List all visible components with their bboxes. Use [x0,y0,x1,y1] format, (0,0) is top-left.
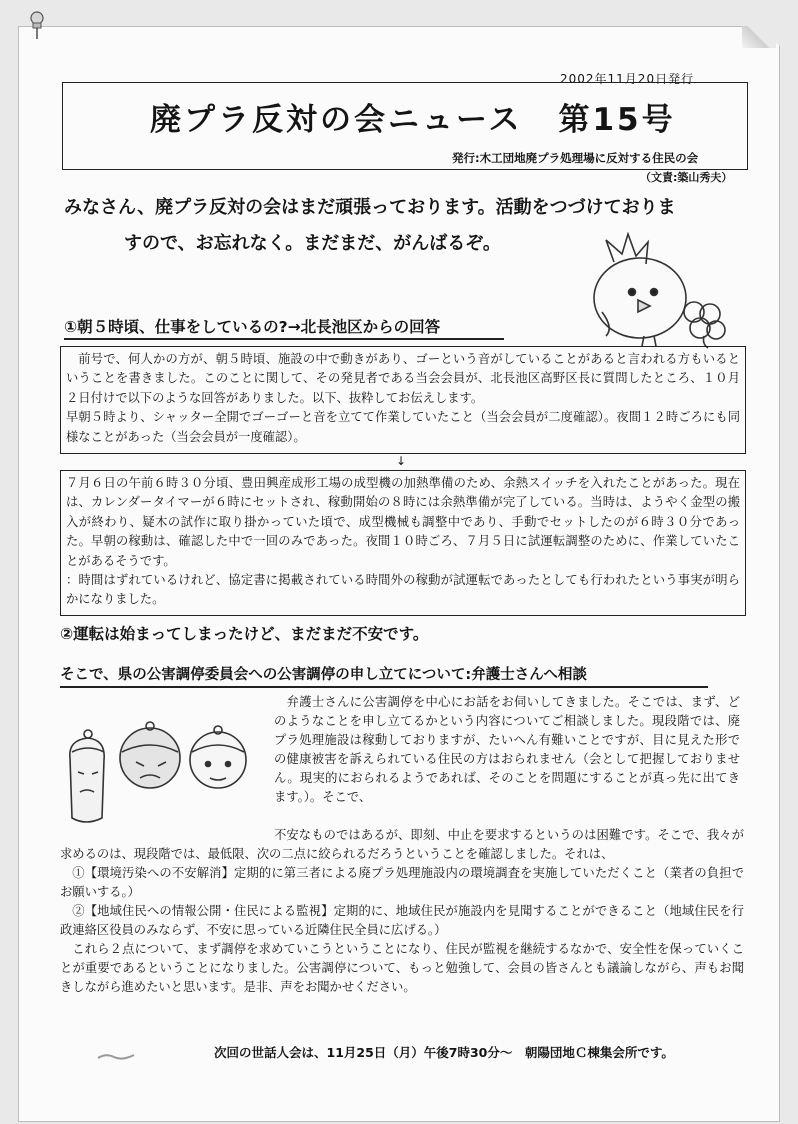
reply-intro-box [60,346,746,454]
ink-smudge [96,1052,136,1060]
thumbtack-icon [28,10,46,40]
reply-answer-paragraph: ７月６日の午前６時３０分頃、豊田興産成形工場の成型機の加熱準備のため、余熱スイッチを入れたことがあった。現在は、カレンダータイマーが６時にセットされ、稼動開始の８時には余熱準備が完了している。当時は、ようやく金型の搬入が終わり、疑木の試作に取り掛かっていた頃で、成型機械も調整中であり、手動でセットしたのが６時３０分であった。早朝の稼動は、確認した中で一回のみであった。夜間１０時ごろ、７月５日に試運転調整のために、作業していたことがあるそうです。 [66,476,740,568]
request-item-1: ①【環境汚染への不安解消】定期的に第三者による廃プラ処理施設内の環境調査を実施していただくこと（業者の負担でお願いする。） [60,866,744,899]
reply-answer-box [60,470,746,616]
issue-number: 第15号 [558,102,676,138]
closing-paragraph: これら２点について、まず調停を求めていこうということになり、住民が監視を継続するなかで、安全性を保っていくことが重要であるということになりました。公害調停について、もっと勉強して、会員の皆さんとも議論しながら、声もお聞きしながら進めたいと思います。是非、声をお聞かせください。 [60,942,744,994]
reply-conclusion-paragraph: ：時間はずれているけれど、協定書に掲載されている時間外の稼動が試運転であったとしても行われたという事実が明らかになりました。 [66,573,740,607]
consultation-text: 弁護士さんに公害調停を中心にお話をお伺いしてきました。そこでは、まず、どのようなことを申し立てるかという内容についてご相談しました。現段階では、廃プラ処理施設は稼動しておりますが、たいへん有難いことですが、目に見えた形での健康被害を訴えられている住民の方はおられません（会として把握しておりません。現実的におられるようであれば、そのことを問題にすることが真っ先に出てきます。）。そこで、 [274,695,740,804]
requests-block [60,826,744,997]
publisher-line: 発行:木工団地廃プラ処理場に反対する住民の会 [452,151,699,165]
request-item-2: ②【地域住民への情報公開・住民による監視】定期的に、地域住民が施設内を見聞することができること（地域住民を行政連絡区役員のみならず、不安に思っている近隣住民全員に広げる。） [60,904,744,937]
reply-observation-paragraph: 早朝５時より、シャッター全開でゴーゴーと音を立てて作業していたこと（当会会員が二度確認）。夜間１２時ごろにも同様なことがあった（当会会員が一度確認）。 [66,410,740,444]
consultation-paragraph [274,693,740,807]
next-meeting-notice: 次回の世話人会は、11月25日（月）午後7時30分～ 朝陽団地Ｃ棟集会所です。 [214,1045,674,1060]
page-fold-corner [742,26,776,48]
issue-date: 2002年11月20日発行 [560,72,695,86]
reply-intro-paragraph: 前号で、何人かの方が、朝５時頃、施設の中で動きがあり、ゴーという音がしていることがあると言われる方もいるということを書きました。このことに関して、その発見者である当会会員が、北長池区高野区長に質問したところ、１０月２日付けで以下のような回答がありました。以下、抜粋してお伝えします。 [66,352,740,405]
section1-underline [64,338,504,340]
bird-illustration [584,232,734,350]
worried-faces-illustration [62,718,256,826]
section2-heading: ②運転は始まってしまったけど、まだまだ不安です。 [60,625,429,643]
section1-heading: ①朝５時頃、仕事をしているの?→北長池区からの回答 [64,318,441,336]
editor-credit: （文責:築山秀夫） [640,171,733,184]
section2-subheading-underline [60,686,708,688]
section2-subheading: そこで、県の公害調停委員会への公害調停の申し立てについて:弁護士さんへ相談 [60,667,587,683]
lead-line-2: すので、お忘れなく。まだまだ、がんばるぞ。 [124,233,501,254]
title-text: 廃プラ反対の会ニュース [150,102,523,138]
down-arrow-icon: ↓ [396,454,407,468]
requests-intro-paragraph: 不安なものではあるが、即刻、中止を要求するというのは困難です。そこで、我々が求めるのは、現段階では、最低限、次の二点に絞られるだろうということを確認しました。それは、 [60,828,744,861]
newsletter-title [150,94,676,139]
lead-line-1: みなさん、廃プラ反対の会はまだ頑張っております。活動をつづけておりま [64,197,676,218]
